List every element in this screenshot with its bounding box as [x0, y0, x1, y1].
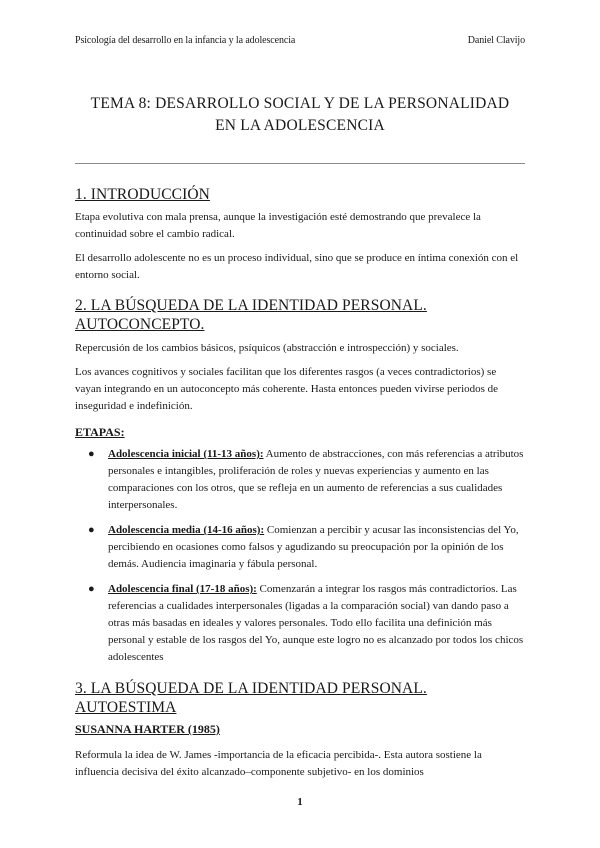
etapa-text: Comienzan a percibir y acusar las inconsistencias del Yo, percibiendo en ocasiones como falsos y agudizando su preocupación por la opinión de los demás. Audiencia imaginaria y fábula personal. — [108, 524, 519, 570]
page-number: 1 — [297, 796, 303, 808]
bullet-icon: ● — [88, 448, 95, 460]
autoconcepto-paragraph-2: Los avances cognitivos y sociales facilitan que los diferentes rasgos (a veces contradictorios) se vayan integrando en un autoconcepto más coherente. Hasta entonces pueden vivirse periodos de inseguridad e indefinición. — [75, 366, 499, 412]
title-line-1: TEMA 8: DESARROLLO SOCIAL Y DE LA PERSONALIDAD — [90, 95, 510, 112]
title-divider — [75, 163, 525, 164]
autoestima-paragraph-1: Reformula la idea de W. James -importancia de la eficacia percibida-. Esta autora sostiene la influencia decisiva del éxito alcanzado–componente subjetivo- en los dominios — [75, 749, 482, 778]
etapa-text: Comenzarán a integrar los rasgos más contradictorios. Las referencias a cualidades interpersonales (ligadas a la comparación social) van dando paso a otras más basadas en ideales y valores personales. Todo ello facilita una definición más personal y estable de los rasgos del Yo, aunque este logro no es alcanzado por todos los chicos adolescentes — [108, 583, 524, 663]
document-body — [75, 185, 525, 781]
autoestima-subheading: SUSANNA HARTER (1985) — [75, 722, 220, 736]
heading-line-2: AUTOCONCEPTO. — [75, 316, 205, 333]
list-item — [75, 446, 525, 514]
section-heading-introduccion: 1. INTRODUCCIÓN — [75, 186, 210, 203]
section-heading-autoestima: 3. LA BÚSQUEDA DE LA IDENTIDAD PERSONAL. AUTOESTIMA — [75, 680, 427, 716]
title-line-2: EN LA ADOLESCENCIA — [215, 117, 385, 134]
intro-paragraph-1: Etapa evolutiva con mala prensa, aunque la investigación esté demostrando que prevalece la continuidad sobre el cambio radical. — [75, 211, 481, 240]
autoconcepto-paragraph-1: Repercusión de los cambios básicos, psíquicos (abstracción e introspección) y sociales. — [75, 342, 459, 354]
intro-paragraph-2: El desarrollo adolescente no es un proceso individual, sino que se produce en íntima conexión con el entorno social. — [75, 252, 519, 281]
header-author: Daniel Clavijo — [467, 35, 525, 46]
bullet-icon: ● — [88, 583, 95, 595]
etapas-list — [75, 446, 525, 666]
section-heading-autoconcepto — [75, 296, 525, 334]
etapa-term: Adolescencia final (17-18 años): — [108, 583, 257, 595]
list-item — [75, 522, 525, 573]
list-item — [75, 581, 525, 666]
heading-line-1: 2. LA BÚSQUEDA DE LA IDENTIDAD PERSONAL. — [75, 297, 427, 314]
etapa-text: Aumento de abstracciones, con más referencias a atributos personales e intangibles, proliferación de roles y nuevas experiencias y aumento en las comparaciones con los otros, que se refleja en un aumento de referencias a sus cualidades interpersonales. — [108, 448, 524, 511]
page-header — [75, 35, 525, 49]
etapas-label: ETAPAS: — [75, 425, 125, 439]
document-title — [60, 93, 540, 137]
bullet-icon: ● — [88, 524, 95, 536]
etapa-term: Adolescencia media (14-16 años): — [108, 524, 265, 536]
etapa-term: Adolescencia inicial (11-13 años): — [108, 448, 264, 460]
header-course-title: Psicología del desarrollo en la infancia y la adolescencia — [75, 35, 296, 46]
